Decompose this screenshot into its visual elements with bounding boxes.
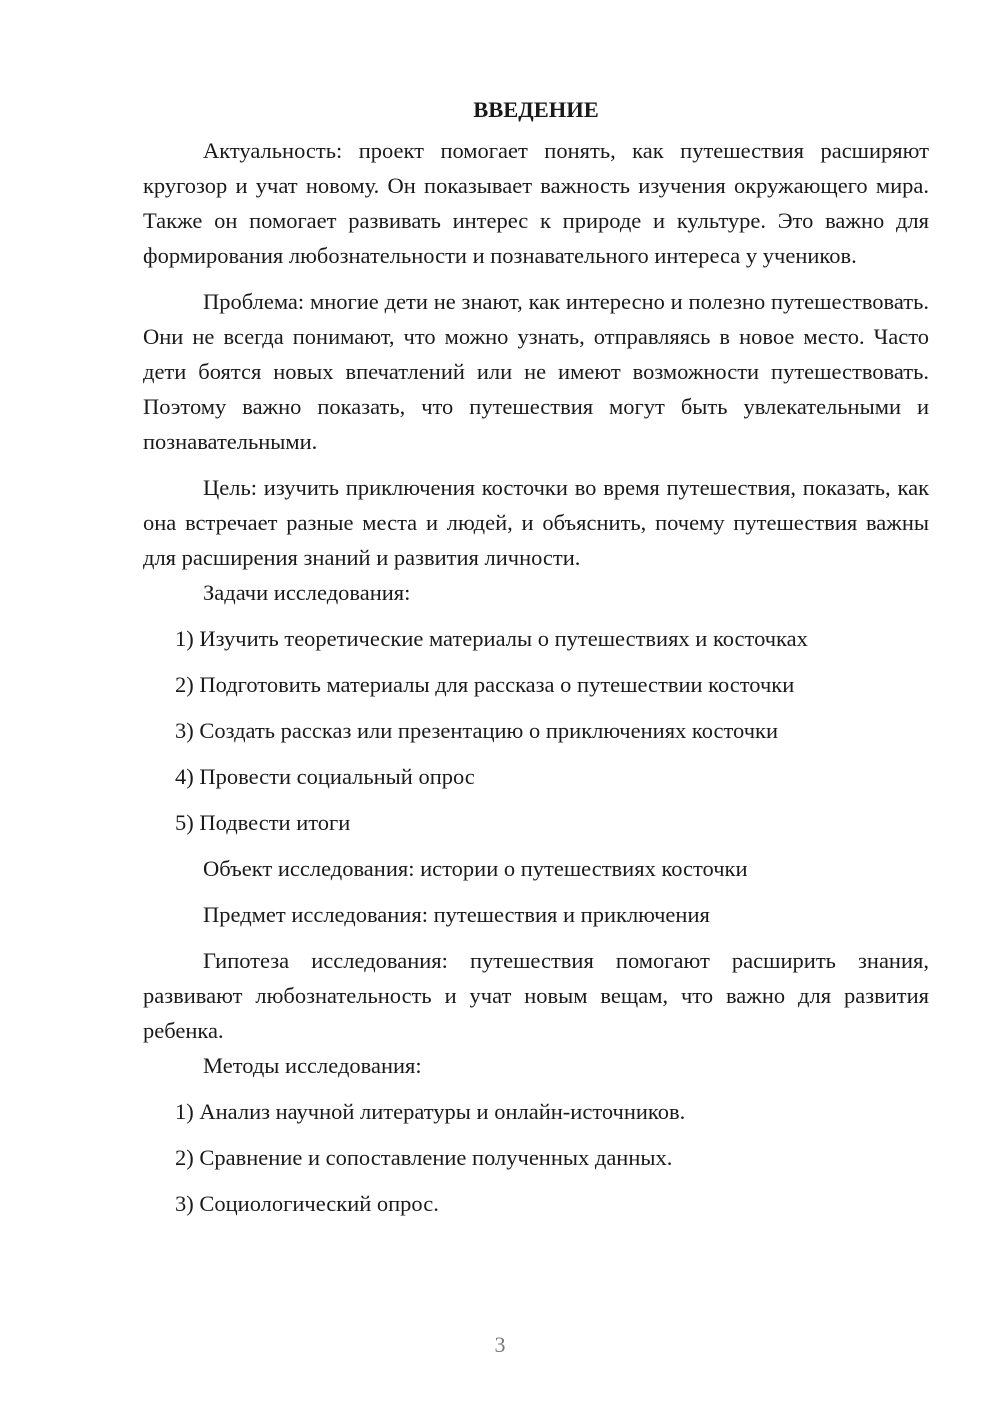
goal-paragraph: Цель: изучить приключения косточки во время путешествия, показать, как она встречает разные места и людей, и объяснить, почему путешествия важны для расширения знаний и развития личности. [143,475,929,570]
methods-label: Методы исследования: [203,1053,422,1078]
research-object: Объект исследования: истории о путешествиях косточки [203,856,748,881]
tasks-label: Задачи исследования: [203,580,411,605]
document-page [143,92,929,1221]
research-subject: Предмет исследования: путешествия и приключения [203,902,710,927]
problem-paragraph: Проблема: многие дети не знают, как интересно и полезно путешествовать. Они не всегда понимают, что можно узнать, отправляясь в новое место. Часто дети боятся новых впечатлений или не имеют возможности путешествовать. Поэтому важно показать, что путешествия могут быть увлекательными и познавательными. [143,289,929,454]
task-item: 3) Создать рассказ или презентацию о приключениях косточки [175,718,778,743]
page-number: 3 [494,1332,506,1357]
task-item: 5) Подвести итоги [175,810,351,835]
section-title: ВВЕДЕНИЕ [473,97,599,122]
task-item: 2) Подготовить материалы для рассказа о путешествии косточки [175,672,795,697]
relevance-paragraph: Актуальность: проект помогает понять, как путешествия расширяют кругозор и учат новому. Он показывает важность изучения окружающего мира. Также он помогает развивать интерес к природе и культуре. Это важно для формирования любознательности и познавательного интереса у учеников. [143,138,929,268]
method-item: 3) Социологический опрос. [175,1191,439,1216]
method-item: 1) Анализ научной литературы и онлайн-источников. [175,1099,686,1124]
task-item: 1) Изучить теоретические материалы о путешествиях и косточках [175,626,808,651]
hypothesis-paragraph: Гипотеза исследования: путешествия помогают расширить знания, развивают любознательность и учат новым вещам, что важно для развития ребенка. [143,948,929,1043]
method-item: 2) Сравнение и сопоставление полученных данных. [175,1145,673,1170]
task-item: 4) Провести социальный опрос [175,764,475,789]
